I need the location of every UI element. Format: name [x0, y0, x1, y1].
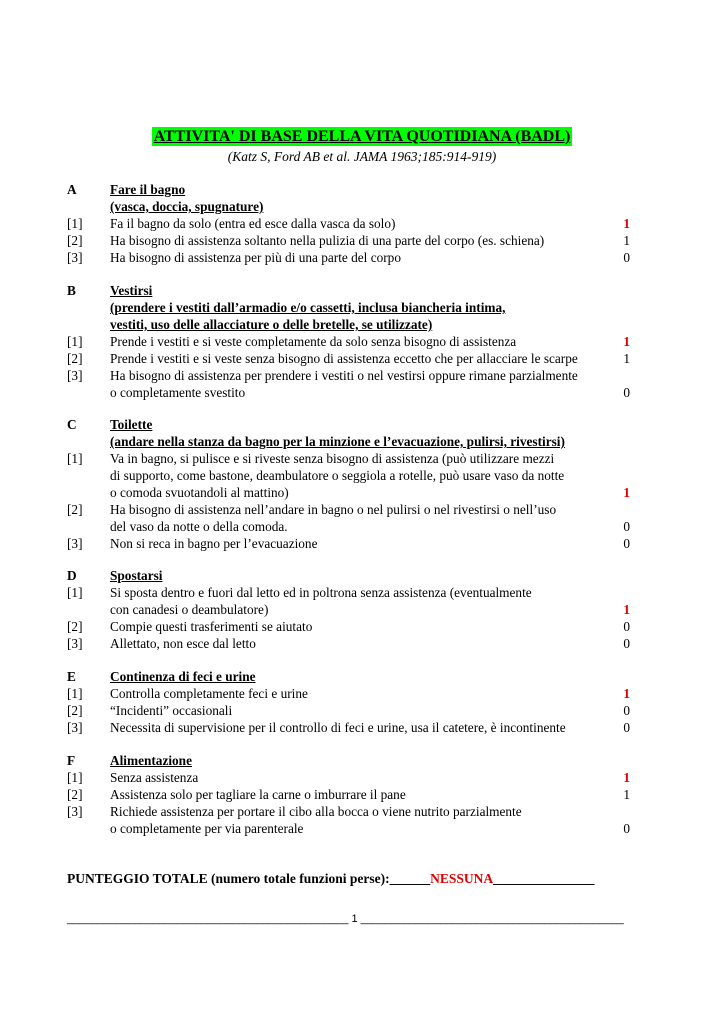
section-subheading: (prendere i vestiti dall’armadio e/o cassetti, inclusa biancheria intima,: [110, 300, 506, 315]
list-item: [67, 333, 647, 350]
section-b: [67, 282, 647, 401]
section-f: [67, 752, 647, 837]
item-number: [2]: [67, 502, 83, 517]
item-text: Compie questi trasferimenti se aiutato: [110, 619, 313, 634]
total-value: NESSUNA: [430, 871, 494, 886]
list-item: [67, 719, 647, 736]
section-heading: Spostarsi: [110, 568, 163, 583]
item-score: 1: [623, 787, 630, 802]
item-score: 1: [623, 485, 630, 500]
item-number: [3]: [67, 804, 83, 819]
item-text: “Incidenti” occasionali: [110, 703, 233, 718]
item-score: 0: [623, 703, 630, 718]
item-text-cont: del vaso da notte o della comoda.: [110, 519, 288, 534]
section-subheading: (vasca, doccia, spugnature): [110, 199, 264, 214]
item-score: 1: [623, 602, 630, 617]
item-text-cont: con canadesi o deambulatore): [110, 602, 269, 617]
list-item: [67, 350, 647, 367]
item-text-cont: o completamente per via parenterale: [110, 821, 304, 836]
page-number: 1: [348, 913, 361, 925]
section-subheading: (andare nella stanza da bagno per la minzione e l’evacuazione, pulirsi, rivestirsi): [110, 434, 565, 449]
item-score: 0: [623, 821, 630, 836]
item-number: [2]: [67, 703, 83, 718]
section-letter: D: [67, 568, 77, 583]
item-number: [3]: [67, 250, 83, 265]
list-item: [67, 367, 647, 384]
item-score: 1: [623, 216, 630, 231]
item-text: Va in bagno, si pulisce e si riveste senza bisogno di assistenza (può utilizzare mezzi: [110, 451, 555, 466]
footer-rule-right: ___________________________________________: [360, 913, 624, 925]
item-text: Non si reca in bagno per l’evacuazione: [110, 536, 318, 551]
list-item: [67, 786, 647, 803]
item-text: Richiede assistenza per portare il cibo alla bocca o viene nutrito parzialmente: [110, 804, 522, 819]
section-heading: Continenza di feci e urine: [110, 669, 256, 684]
item-text: Ha bisogno di assistenza soltanto nella pulizia di una parte del corpo (es. schiena): [110, 233, 545, 248]
section-d: [67, 567, 647, 652]
item-number: [1]: [67, 770, 83, 785]
item-number: [2]: [67, 619, 83, 634]
list-item: [67, 803, 647, 820]
item-score: 0: [623, 619, 630, 634]
item-score: 0: [623, 250, 630, 265]
item-text: Prende i vestiti e si veste senza bisogno di assistenza eccetto che per allacciare le scarpe: [110, 351, 578, 366]
footer-rule-left: ______________________________________________: [67, 913, 349, 925]
section-letter: B: [67, 283, 76, 298]
item-score: 0: [623, 636, 630, 651]
list-item: [67, 249, 647, 266]
item-number: [1]: [67, 686, 83, 701]
list-item: [67, 618, 647, 635]
section-a: [67, 181, 647, 266]
item-text-cont: o comoda svuotandoli al mattino): [110, 485, 289, 500]
list-item: [67, 635, 647, 652]
item-number: [3]: [67, 636, 83, 651]
section-e: [67, 668, 647, 736]
item-score: 0: [623, 519, 630, 534]
item-score: 1: [623, 770, 630, 785]
item-text: Ha bisogno di assistenza per più di una parte del corpo: [110, 250, 401, 265]
item-text: Fa il bagno da solo (entra ed esce dalla vasca da solo): [110, 216, 396, 231]
item-number: [1]: [67, 334, 83, 349]
item-text-cont: o completamente svestito: [110, 385, 246, 400]
item-text: Assistenza solo per tagliare la carne o imburrare il pane: [110, 787, 406, 802]
section-heading: Toilette: [110, 417, 153, 432]
item-number: [2]: [67, 351, 83, 366]
item-score: 1: [623, 334, 630, 349]
list-item: [67, 450, 647, 467]
section-heading: Fare il bagno: [110, 182, 186, 197]
item-text: Controlla completamente feci e urine: [110, 686, 308, 701]
page-footer: [67, 913, 627, 925]
item-number: [1]: [67, 585, 83, 600]
item-number: [2]: [67, 787, 83, 802]
item-score: 0: [623, 385, 630, 400]
section-letter: A: [67, 182, 77, 197]
citation: (Katz S, Ford AB et al. JAMA 1963;185:914-919): [227, 149, 497, 164]
item-text: Ha bisogno di assistenza per prendere i vestiti o nel vestirsi oppure rimane parzialmente: [110, 368, 578, 383]
list-item: [67, 501, 647, 518]
total-score-line: [67, 871, 594, 887]
section-heading: Alimentazione: [110, 753, 192, 768]
list-item: [67, 232, 647, 249]
item-text: Ha bisogno di assistenza nell’andare in bagno o nel pulirsi o nel rivestirsi o nell’uso: [110, 502, 557, 517]
item-score: 1: [623, 233, 630, 248]
total-label: PUNTEGGIO TOTALE (numero totale funzioni perse):______: [67, 871, 431, 886]
item-number: [3]: [67, 368, 83, 383]
section-heading: Vestirsi: [110, 283, 153, 298]
item-number: [1]: [67, 451, 83, 466]
section-letter: E: [67, 669, 76, 684]
item-text: Senza assistenza: [110, 770, 199, 785]
total-trail: _______________: [493, 871, 595, 886]
item-text: Prende i vestiti e si veste completamente da solo senza bisogno di assistenza: [110, 334, 517, 349]
item-number: [3]: [67, 536, 83, 551]
item-text-cont: di supporto, come bastone, deambulatore o seggiola a rotelle, può usare vaso da notte: [110, 468, 565, 483]
list-item: [67, 535, 647, 552]
title-block: [0, 127, 724, 146]
item-score: 1: [623, 686, 630, 701]
list-item: [67, 584, 647, 601]
item-score: 1: [623, 351, 630, 366]
list-item: [67, 702, 647, 719]
list-item: [67, 215, 647, 232]
item-text: Si sposta dentro e fuori dal letto ed in poltrona senza assistenza (eventualmente: [110, 585, 532, 600]
section-c: [67, 416, 647, 552]
section-subheading: vestiti, uso delle allacciature o delle bretelle, se utilizzate): [110, 317, 433, 332]
item-text: Allettato, non esce dal letto: [110, 636, 256, 651]
item-score: 0: [623, 720, 630, 735]
section-letter: C: [67, 417, 77, 432]
page-title: ATTIVITA' DI BASE DELLA VITA QUOTIDIANA (BADL): [153, 128, 571, 145]
list-item: [67, 685, 647, 702]
item-number: [2]: [67, 233, 83, 248]
item-number: [1]: [67, 216, 83, 231]
section-letter: F: [67, 753, 76, 768]
list-item: [67, 769, 647, 786]
item-score: 0: [623, 536, 630, 551]
item-number: [3]: [67, 720, 83, 735]
item-text: Necessita di supervisione per il controllo di feci e urine, usa il catetere, è incontinente: [110, 720, 566, 735]
